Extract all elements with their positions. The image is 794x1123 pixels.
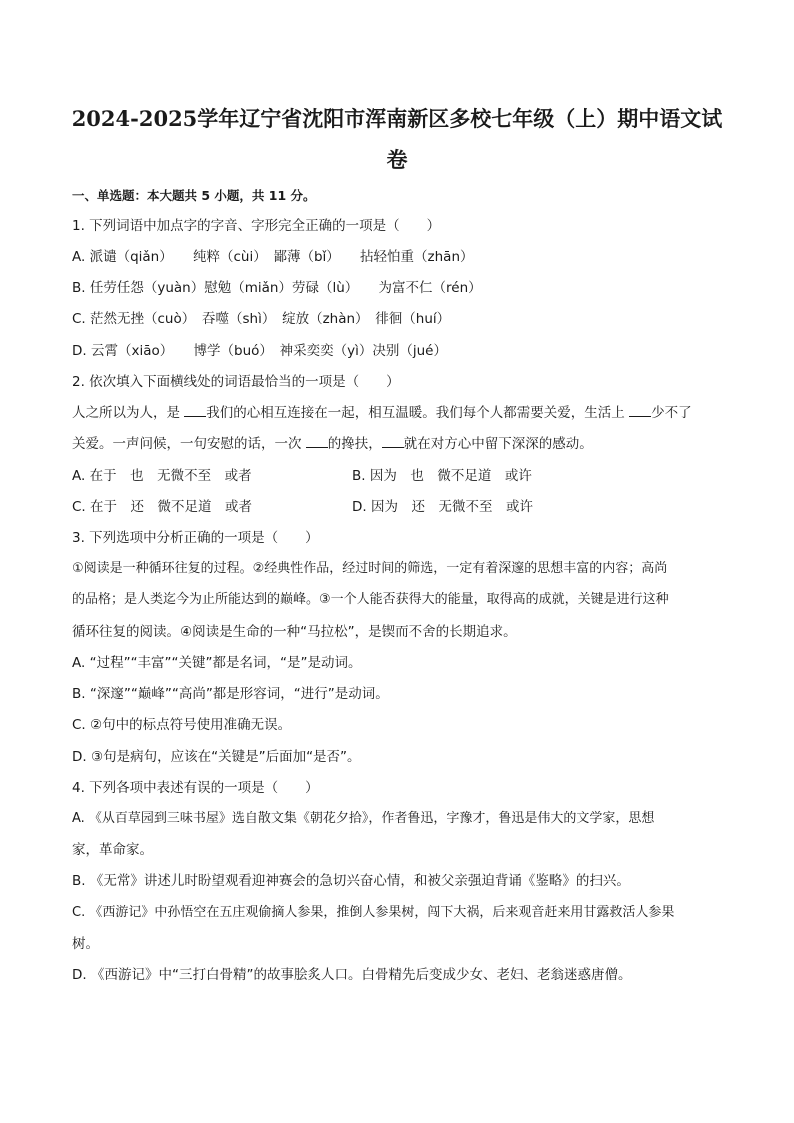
question-1-option-b: B. 任劳任怨（yuàn）慰勉（miǎn）劳碌（lù） 为富不仁（rén） [72,280,482,296]
question-4-option-c-line-1: C. 《西游记》中孙悟空在五庄观偷摘人参果，推倒人参果树，闯下大祸，后来观音赶来用甘露救活人参果 [72,905,675,920]
question-3-option-b: B. “深邃”“巅峰”“高尚”都是形容词，“进行”是动词。 [72,686,389,702]
question-3-passage-line-2: 的品格；是人类迄今为止所能达到的巅峰。③一个人能否获得大的能量，取得高的成就，关键是进行这种 [72,592,669,607]
question-3-option-a: A. “过程”“丰富”“关键”都是名词，“是”是动词。 [72,655,362,671]
passage-text: 的搀扶， [327,436,382,452]
question-2-option-a: A. 在于 也 无微不至 或者 [72,468,252,484]
question-2-passage-line-1 [72,403,692,423]
question-2-option-b: B. 因为 也 微不足道 或许 [352,468,532,484]
question-2-passage-line-2 [72,434,593,454]
passage-text: 就在对方心中留下深深的感动。 [403,436,593,452]
question-1-option-d: D. 云霄（xiāo） 博学（buó） 神采奕奕（yì）决别（jué） [72,343,447,359]
question-3-passage-line-3: 循环往复的阅读。④阅读是生命的一种“马拉松”，是锲而不舍的长期追求。 [72,624,517,640]
question-1-stem: 1. 下列词语中加点字的字音、字形完全正确的一项是（ ） [72,218,441,234]
passage-text: 少不了 [651,405,692,421]
passage-text: 关爱。一声问候，一句安慰的话，一次 [72,436,306,452]
question-3-option-c: C. ②句中的标点符号使用准确无误。 [72,717,292,733]
question-4-stem: 4. 下列各项中表述有误的一项是（ ） [72,780,319,796]
fill-blank-3 [306,435,328,448]
exam-title-line-1: 2024-2025学年辽宁省沈阳市浑南新区多校七年级（上）期中语文试 [71,106,723,131]
fill-blank-4 [382,435,404,448]
passage-text: 我们的心相互连接在一起，相互温暖。我们每个人都需要关爱，生活上 [206,405,630,421]
passage-text: 人之所以为人，是 [72,405,185,421]
question-3-stem: 3. 下列选项中分析正确的一项是（ ） [72,530,319,546]
question-1-option-c: C. 茫然无挫（cuò） 吞噬（shì） 绽放（zhàn） 徘徊（huí） [72,311,451,327]
question-1-option-a: A. 派谴（qiǎn） 纯粹（cùi） 鄙薄（bǐ） 拈轻怕重（zhān） [72,249,474,265]
fill-blank-2 [629,404,651,417]
section-heading: 一、单选题：本大题共 5 小题，共 11 分。 [72,188,316,203]
fill-blank-1 [184,404,206,417]
question-3-option-d: D. ③句是病句，应该在“关键是”后面加“是否”。 [72,749,361,765]
question-4-option-b: B. 《无常》讲述儿时盼望观看迎神赛会的急切兴奋心情，和被父亲强迫背诵《鉴略》的扫兴。 [72,873,630,889]
question-2-option-d: D. 因为 还 无微不至 或许 [352,499,533,515]
question-3-passage-line-1: ①阅读是一种循环往复的过程。②经典性作品，经过时间的筛选，一定有着深邃的思想丰富的内容；高尚 [72,561,668,576]
question-4-option-c-line-2: 树。 [72,936,99,952]
question-4-option-a-line-1: A. 《从百草园到三味书屋》选自散文集《朝花夕拾》，作者鲁迅，字豫才，鲁迅是伟大的文学家，思想 [72,811,655,826]
question-2-option-c: C. 在于 还 微不足道 或者 [72,499,253,515]
question-4-option-a-line-2: 家，革命家。 [72,842,153,858]
question-4-option-d: D. 《西游记》中“三打白骨精”的故事脍炙人口。白骨精先后变成少女、老妇、老翁迷惑唐僧。 [72,967,632,983]
question-2-stem: 2. 依次填入下面横线处的词语最恰当的一项是（ ） [72,374,400,390]
exam-title-line-2: 卷 [386,147,408,172]
